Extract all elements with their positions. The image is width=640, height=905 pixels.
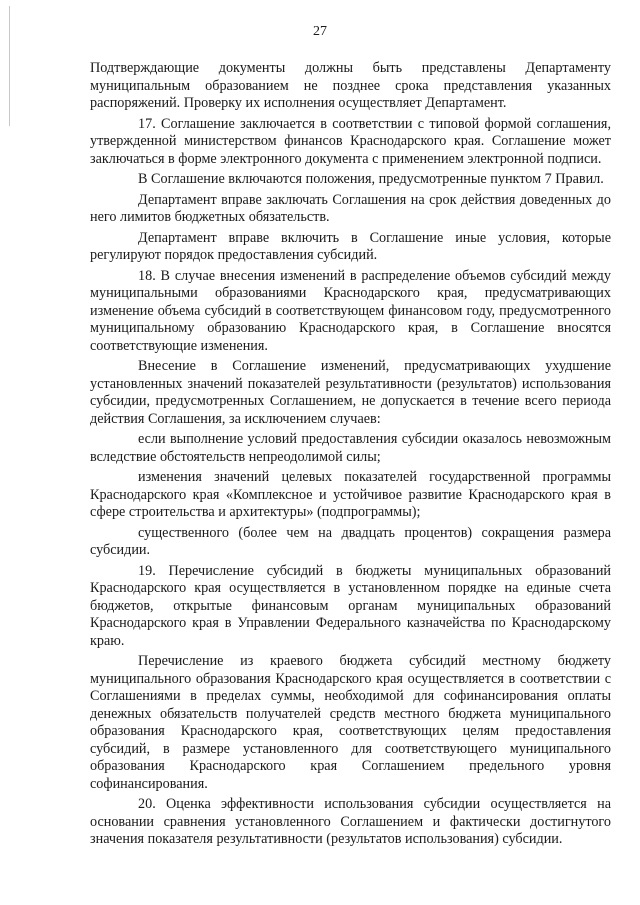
paragraph-transfer-cofinancing: Перечисление из краевого бюджета субсидий местному бюджету муниципального образования Краснодарского края осуществляется в соответствии с Соглашениями в пределах суммы, необходимой для софинансирования оплаты денежных обязательств получателей средств местного бюджета муниципального образования Краснодарского края, соответствующих целям предоставления субсидий, в размере установленного для соответствующего муниципального образования Краснодарского края Соглашением предельного уровня софинансирования. — [90, 653, 611, 792]
paragraph-agreement-term: Департамент вправе заключать Соглашения на срок действия доведенных до него лимитов бюджетных обязательств. — [90, 191, 611, 225]
paragraph-18-changes: 18. В случае внесения изменений в распределение объемов субсидий между муниципальными образованиями Краснодарского края, предусматривающих изменение объема субсидий в соответствующем финансовом году, предусмотренного муниципальному образованию Краснодарского края, в Соглашение вносятся соответствующие изменения. — [90, 267, 611, 354]
paragraph-exception-force-majeure: если выполнение условий предоставления субсидии оказалось невозможным вследствие обстоятельств непреодолимой силы; — [90, 431, 611, 465]
paragraph-exception-program-change: изменения значений целевых показателей государственной программы Краснодарского края «Комплексное и устойчивое развитие Краснодарского края в сфере строительства и архитектуры» (подпрограммы); — [90, 469, 611, 520]
document-body — [90, 60, 611, 852]
paragraph-17-agreement: 17. Соглашение заключается в соответствии с типовой формой соглашения, утвержденной министерством финансов Краснодарского края. Соглашение может заключаться в форме электронного документа с применением электронной подписи. — [90, 115, 611, 167]
page-number: 27 — [313, 24, 327, 39]
paragraph-worsening-not-allowed: Внесение в Соглашение изменений, предусматривающих ухудшение установленных значений показателей результативности (результатов) использования субсидии, предусмотренных Соглашением, не допускается в течение всего периода действия Соглашения, за исключением случаев: — [90, 358, 611, 427]
paragraph-20-efficiency: 20. Оценка эффективности использования субсидии осуществляется на основании сравнения установленного Соглашением и фактически достигнутого значения показателя результативности (результатов использования) субсидии. — [90, 796, 611, 847]
paragraph-confirming-documents: Подтверждающие документы должны быть представлены Департаменту муниципальным образованием не позднее срока представления указанных распоряжений. Проверку их исполнения осуществляет Департамент. — [90, 60, 611, 111]
paragraph-other-conditions: Департамент вправе включить в Соглашение иные условия, которые регулируют порядок предоставления субсидий. — [90, 229, 611, 263]
paragraph-19-transfer: 19. Перечисление субсидий в бюджеты муниципальных образований Краснодарского края осуществляется в установленном порядке на единые счета бюджетов, открытые финансовым органам муниципальных образований Краснодарского края в Управлении Федерального казначейства по Краснодарскому краю. — [90, 562, 611, 649]
paragraph-agreement-provisions: В Соглашение включаются положения, предусмотренные пунктом 7 Правил. — [138, 171, 604, 187]
paragraph-exception-reduction: существенного (более чем на двадцать процентов) сокращения размера субсидии. — [90, 524, 611, 558]
